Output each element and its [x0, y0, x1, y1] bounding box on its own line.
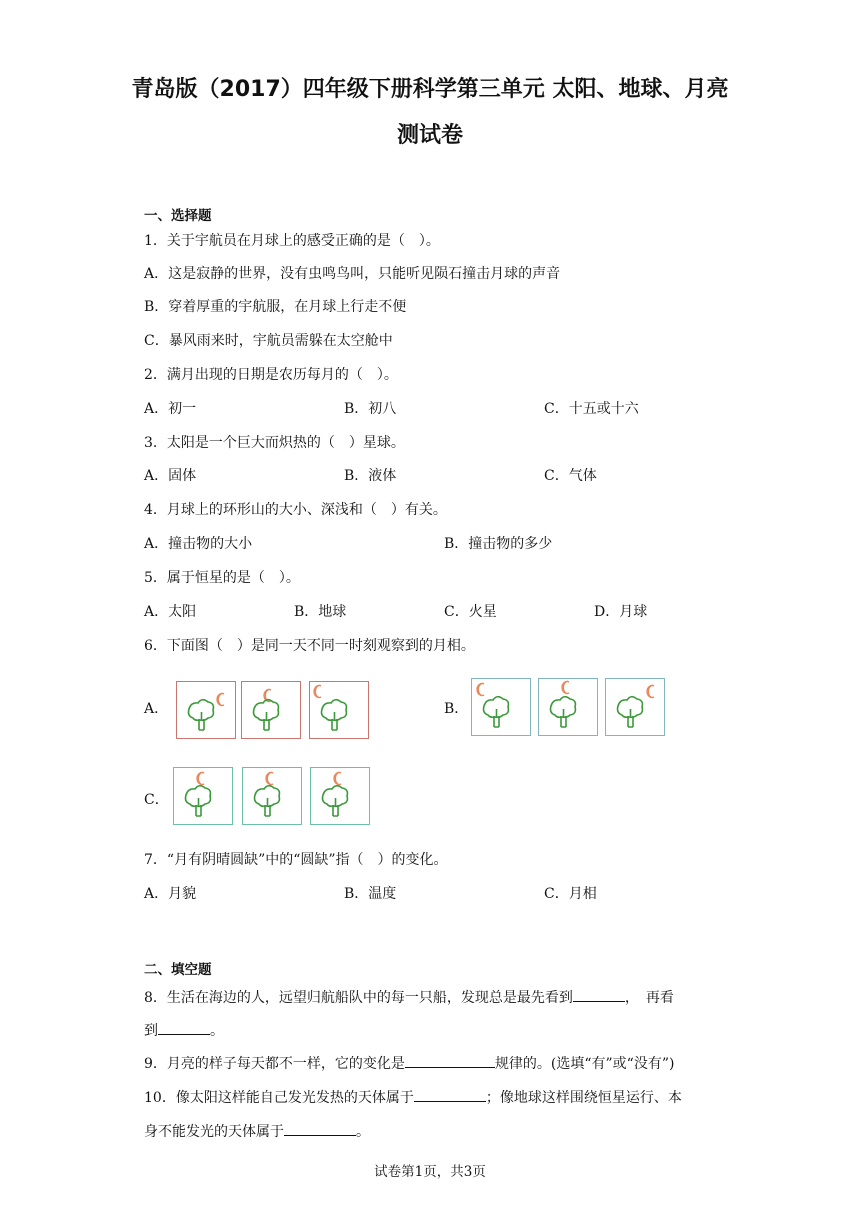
- moon-tree-icon: [539, 679, 599, 737]
- q8-text-3: 到: [144, 1023, 158, 1039]
- q8-text-4: 。: [210, 1023, 224, 1039]
- question-8: [144, 986, 674, 1008]
- q5-option-d: D．月球: [594, 604, 648, 620]
- q5-option-a: A．太阳: [144, 604, 197, 620]
- q10-text-4: 。: [356, 1124, 370, 1140]
- q10-text-2: ；像地球这样围绕恒星运行、本: [485, 1090, 682, 1106]
- q8-blank-2[interactable]: [158, 1019, 210, 1035]
- question-3: 3．太阳是一个巨大而炽热的（ ）星球。: [144, 435, 405, 451]
- q6-c-frame-2: [242, 767, 302, 825]
- q10-text-3: 身不能发光的天体属于: [144, 1124, 284, 1140]
- q10-blank-2[interactable]: [284, 1120, 356, 1136]
- moon-tree-icon: [243, 768, 303, 826]
- moon-tree-icon: [177, 682, 237, 740]
- q2-option-c: C．十五或十六: [544, 401, 639, 417]
- question-4: 4．月球上的环形山的大小、深浅和（ ）有关。: [144, 502, 447, 518]
- q6-b-frame-1: [471, 678, 531, 736]
- q6-c-frame-3: [310, 767, 370, 825]
- q3-option-a: A．固体: [144, 468, 197, 484]
- q5-option-c: C．火星: [444, 604, 497, 620]
- q1-option-c: C．暴风雨来时，宇航员需躲在太空舱中: [144, 333, 393, 349]
- question-10-cont: [144, 1120, 370, 1142]
- page-footer: 试卷第1页，共3页: [374, 1164, 486, 1180]
- question-6: 6．下面图（ ）是同一天不同一时刻观察到的月相。: [144, 638, 475, 654]
- q8-blank-1[interactable]: [573, 986, 625, 1002]
- q4-option-b: B．撞击物的多少: [444, 536, 553, 552]
- moon-tree-icon: [242, 682, 302, 740]
- question-2: 2．满月出现的日期是农历每月的（ ）。: [144, 367, 398, 383]
- q2-option-a: A．初一: [144, 401, 197, 417]
- q7-option-a: A．月貌: [144, 886, 197, 902]
- q9-text-1: 9．月亮的样子每天都不一样，它的变化是: [144, 1056, 405, 1072]
- title-line-2: 测试卷: [396, 123, 463, 148]
- q8-text-1: 8．生活在海边的人，远望归航船队中的每一只船，发现总是最先看到: [144, 990, 573, 1006]
- q6-a-frame-1: [176, 681, 236, 739]
- q6-option-b-label: B．: [444, 701, 469, 717]
- moon-tree-icon: [174, 768, 234, 826]
- q5-option-b: B．地球: [294, 604, 347, 620]
- moon-tree-icon: [606, 679, 666, 737]
- q10-text-1: 10．像太阳这样能自己发光发热的天体属于: [144, 1090, 414, 1106]
- question-8-cont: [144, 1019, 224, 1041]
- q1-option-b: B．穿着厚重的宇航服，在月球上行走不便: [144, 299, 407, 315]
- q6-b-frame-3: [605, 678, 665, 736]
- q6-c-frame-1: [173, 767, 233, 825]
- title-line-1: 青岛版（2017）四年级下册科学第三单元 太阳、地球、月亮: [131, 77, 729, 102]
- question-7: 7．“月有阴晴圆缺”中的“圆缺”指（ ）的变化。: [144, 852, 448, 868]
- q7-option-b: B．温度: [344, 886, 397, 902]
- section-fill-heading: 二、填空题: [144, 962, 212, 978]
- section-choice-heading: 一、选择题: [144, 208, 212, 224]
- q8-text-2: ， 再看: [624, 990, 674, 1006]
- q9-text-2: 规律的。(选填“有”或“没有”): [494, 1056, 675, 1072]
- q7-option-c: C．月相: [544, 886, 597, 902]
- question-1: 1．关于宇航员在月球上的感受正确的是（ ）。: [144, 233, 440, 249]
- q3-option-b: B．液体: [344, 468, 397, 484]
- q2-option-b: B．初八: [344, 401, 397, 417]
- moon-tree-icon: [311, 768, 371, 826]
- question-5: 5．属于恒星的是（ ）。: [144, 570, 300, 586]
- q3-option-c: C．气体: [544, 468, 597, 484]
- q9-blank[interactable]: [405, 1052, 495, 1068]
- question-10: [144, 1086, 682, 1108]
- q4-option-a: A．撞击物的大小: [144, 536, 253, 552]
- q6-a-frame-3: [309, 681, 369, 739]
- q6-b-frame-2: [538, 678, 598, 736]
- question-9: [144, 1052, 674, 1074]
- q6-option-a-label: A．: [144, 701, 169, 717]
- q6-option-c-label: C．: [144, 792, 169, 808]
- q1-option-a: A．这是寂静的世界，没有虫鸣鸟叫，只能听见陨石撞击月球的声音: [144, 266, 561, 282]
- q6-a-frame-2: [241, 681, 301, 739]
- moon-tree-icon: [472, 679, 532, 737]
- q10-blank-1[interactable]: [414, 1086, 486, 1102]
- moon-tree-icon: [310, 682, 370, 740]
